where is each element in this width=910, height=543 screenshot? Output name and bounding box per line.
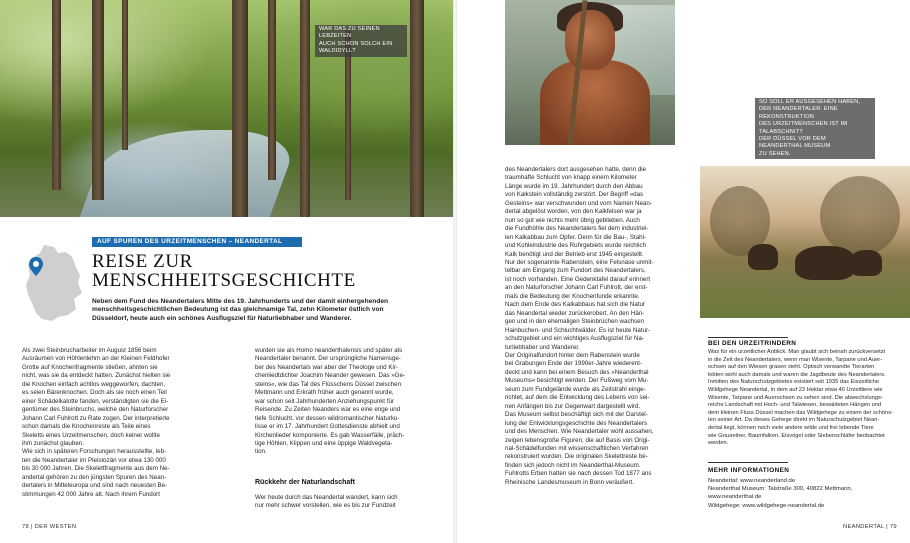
body-column-1: Als zwei Steinbrucharbeiter im August 1856 beim Ausräumen von Höhlenlehm an der Kleinen Feldhofer Grotte auf Knochenfragmente stießen, ahnten sie nicht, was sie da entdeckt hatten. Zunächst hielten sie die Knochen einfach achtlos weggeworfen, dachten, es seien Bärenknochen. Doch als sie noch einen Teil einer Schädelkalotte fanden, verständigten sie die Ei- gentümer des Steinbruchs, welche den Naturforscher Johann Carl Fuhlrott zu Rate zogen. Der interpretierte schon damals die Knochenreste als Teile eines Skeletts eines Urzeitmenschen, doch keiner wollte ihm zunächst glauben. Wie sich in späteren Forschungen herausstellte, leb- ten die Neandertaler im Pleistozän vor etwa 130 000 bis 30 000 Jahren. Die Skelettfragmente aus dem Ne- andertal gehören zu den jüngsten Spuren des Nean- dertalers in Mitteleuropa und sind nach neuesten Be- stimmungen 42 000 Jahre alt. Nach ihrem Fundort <box>22 347 171 498</box>
neanderthal-caption: SO SOLL ER AUSGESEHEN HABEN, DER NEANDERTALER. EINE REKONSTRUKTION DES URZEITMENSCHEN IST IM TALABSCHNITT DER DÜSSEL VOR DEM NEANDERTHAL MUSEUM ZU SEHEN. <box>755 98 875 159</box>
page-title: REISE ZUR MENSCHHEITSGESCHICHTE <box>92 251 356 291</box>
topic-banner: AUF SPUREN DES URZEITMENSCHEN – NEANDERTAL <box>92 237 302 247</box>
body-column-2-continued: Wer heute durch das Neandertal wandert, kann sich nur mehr schwer vorstellen, wie es bis zur Fundzeit <box>255 494 398 510</box>
info-box-title: BEI DEN URZEITRINDERN <box>708 340 797 347</box>
page-footer-right: NEANDERTAL | 79 <box>843 524 897 530</box>
bison-photo <box>700 166 910 318</box>
neanderthal-reconstruction-photo <box>505 0 675 145</box>
more-info-title: MEHR INFORMATIONEN <box>708 467 790 474</box>
more-info-rule <box>708 462 788 463</box>
more-info-list: Neandertal: www.neanderland.de Neanderthal Museum: Talstraße 300, 40822 Mettmann, www.neanderthal.de Wildgehege: www.wildgehege-neandertal.de <box>708 478 853 509</box>
lead-paragraph: Neben dem Fund des Neandertalers Mitte des 19. Jahrhunderts und der damit einhergehenden menschheitsgeschichtlichen Bedeutung ist das gleichnamige Tal, zehn Kilometer östlich von Düsseldorf, heute auch ein schönes Ausflugsziel für Naturliebhaber und Wanderer. <box>92 298 389 322</box>
germany-map-icon <box>22 243 86 323</box>
forest-caption: WAR DAS ZU SEINEN LEBZEITEN AUCH SCHON SOLCH EIN WALDIDYLL? <box>315 25 407 57</box>
page-footer-left: 78 | DER WESTEN <box>22 524 77 530</box>
body-column-3: des Neandertalers dort ausgesehen hatte, denn die traumhafte Schlucht von knapp einem Kilometer Länge wurde im 19. Jahrhundert durch den Abbau von Kalkstein vollständig zerstört. Der Begriff »das Gesteins« war verschwunden und vom Namen Nean- dertal abgelöst worden, von den Kalkfelsen war ja nun so gut wie nichts mehr übrig geblieben. Auch die Fundhöhle des Neandertalers fiel dem industriel- len Kalkabbau zum Opfer. Denn für die Bau-, Stahl- und Kohleindustrie des Ruhrgebiets wurde reichlich Kalk benötigt und der Betrieb erst 1945 eingestellt. Nur der sogenannte Rabenstein, eine Felsnase unmit- telbar am Eingang zum Fundort des Neandertalers, ist noch vorhanden. Eine Gedenktafel darauf erinnert an den Naturforscher Johann Carl Fuhlrott, der erst- mals die Bedeutung der Knochenfunde erkannte. Nach dem Ende des Kalkabbaus hat sich die Natur das Neandertal wieder zurückerobert. An den Hän- gen und in den ehemaligen Steinbrüchen wachsen Hainbuchen- und Schluchtwälder. Es ist heute Natur- schutzgebiet und ein wichtiges Ausflugsziel für Na- turliebhaber und Wanderer. Der Originalfundort hinter dem Rabenstein wurde bei Grabungen Ende der 1990er-Jahre wiederent- deckt und kann bei einem Besuch des »Neanderthal Museums« besichtigt werden. Der Fußweg vom Mu- seum zum Fundgelände wurde als Zeitstrahl einge- richtet, auf dem die Entwicklung des Lebens von sei- nen Anfängen bis zur Gegenwart dargestellt wird. Das Museum selbst beschäftigt sich mit der Darstel- lung der Entwicklungsgeschichte des Neandertalers und des Menschen. Wie Neandertaler wohl aussahen, zeigen lebensgroße Figuren, die auf Basis von Origi- nal-Schädelfunden mit wissenschaftlichen Verfahren rekonstruiert wurden. Die originalen Skelettreste be- finden sich jedoch nicht im Neanderthal-Museum. Fuhlrotts Erben hatten sie nach dessen Tod 1877 ans Rheinische Landesmuseum in Bonn veräußert. <box>505 166 654 486</box>
forest-stream-photo <box>0 0 455 217</box>
section-subheading: Rückkehr der Naturlandschaft <box>255 479 355 486</box>
body-column-2: wurden sie als Homo neanderthalensis und später als Neandertaler benannt. Der ursprüngliche Namensge- ber des Neandertals war aber der Theologe und Kir- chenliedtdichter Joachim Neander gewesen. Das »Ge- steins«, wie das Tal des Flüsschens Düssel zwischen Mettmann und Erkrath früher auch genannt wurde, war schon seit Jahrhunderten Anziehungspunkt für Reisende. Zu Zeiten Neanders war es eine enge und tiefe Schlucht, vor dessen wildromantischer Naturku- lisse er im 17. Jahrhundert Gottesdienste abhielt und Kirchenlieder komponierte. Es gab Wasserfälle, präch- tige Höhlen, Klippen und eine üppige Waldvegeta- tion. <box>255 347 405 456</box>
info-box-text: Was für ein urzeitlicher Anblick. Man glaubt sich beinah zurückversetzt in die Zeit des Neandertalers, wenn man Wisente, Tarpane und Auer- ochsen auf den Wiesen grasen sieht. Optisch verwandte Tierarten lebten wohl auch damals und waren die Jagdbeute des Neandertalers. Inmitten des Naturschutzgebietes existiert seit 1935 das Eiszeitliche Wildgehege Neandertal, in dem auf 23 Hektar etwa 40 Urzeittiere wie Wisente, Tarpane und Auerochsen zu sehen sind. Die abwechslungs- reiche Landschaft mit Hoch- und Talwiesen, bewaldeten Hängen und dem kleinen Fluss Düssel machen das Wildgehege zu einem der schöns- ten seiner Art. Da dieses Gehege direkt im Naturschutzgebiet Nean- dertal liegt, können noch viele andere wilde und frei lebende Tiere wie Graureiher, Baumfalken, Eisvögel oder Siebenschläfer beobachtet werden. <box>708 349 893 447</box>
info-box-rule <box>708 337 788 338</box>
